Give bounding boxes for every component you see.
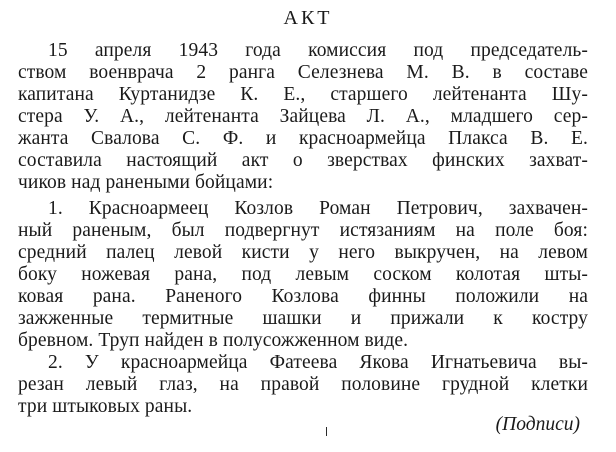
document-title: АКТ: [283, 7, 333, 29]
text-line: три штыковых раны.: [18, 396, 193, 417]
text-line: ством военврача 2 ранга Селезнева М. В. в составе: [18, 62, 588, 83]
text-line: ковая рана. Раненого Козлова финны положили на: [18, 286, 588, 307]
text-line: капитана Куртанидзе К. Е., старшего лейтенанта Шу-: [18, 84, 588, 105]
text-line: 1. Красноармеец Козлов Роман Петрович, захвачен-: [48, 198, 588, 219]
text-line: чиков над ранеными бойцами:: [18, 172, 274, 193]
text-line: боку ножевая рана, под левым соском колотая шты-: [18, 264, 588, 285]
text-line: составила настоящий акт о зверствах финских захват-: [18, 150, 588, 171]
text-line: зажженные термитные шашки и прижали к костру: [18, 308, 588, 329]
signature-note: (Подписи): [495, 414, 580, 435]
text-line: бревном. Труп найден в полусожженном виде.: [18, 330, 409, 351]
print-speck: [326, 427, 327, 436]
text-line: средний палец левой кисти у него выкручен, на левом: [18, 242, 588, 263]
text-line: жанта Свалова С. Ф. и красноармейца Плакса В. Е.: [18, 128, 588, 149]
text-line: ный раненым, был подвергнут истязаниям на поле боя:: [18, 220, 588, 241]
text-line: стера У. А., лейтенанта Зайцева Л. А., младшего сер-: [18, 106, 588, 127]
text-line: 2. У красноармейца Фатеева Якова Игнатьевича вы-: [48, 352, 588, 373]
text-line: резан левый глаз, на правой половине грудной клетки: [18, 374, 588, 395]
text-line: 15 апреля 1943 года комиссия под председатель-: [48, 40, 588, 61]
